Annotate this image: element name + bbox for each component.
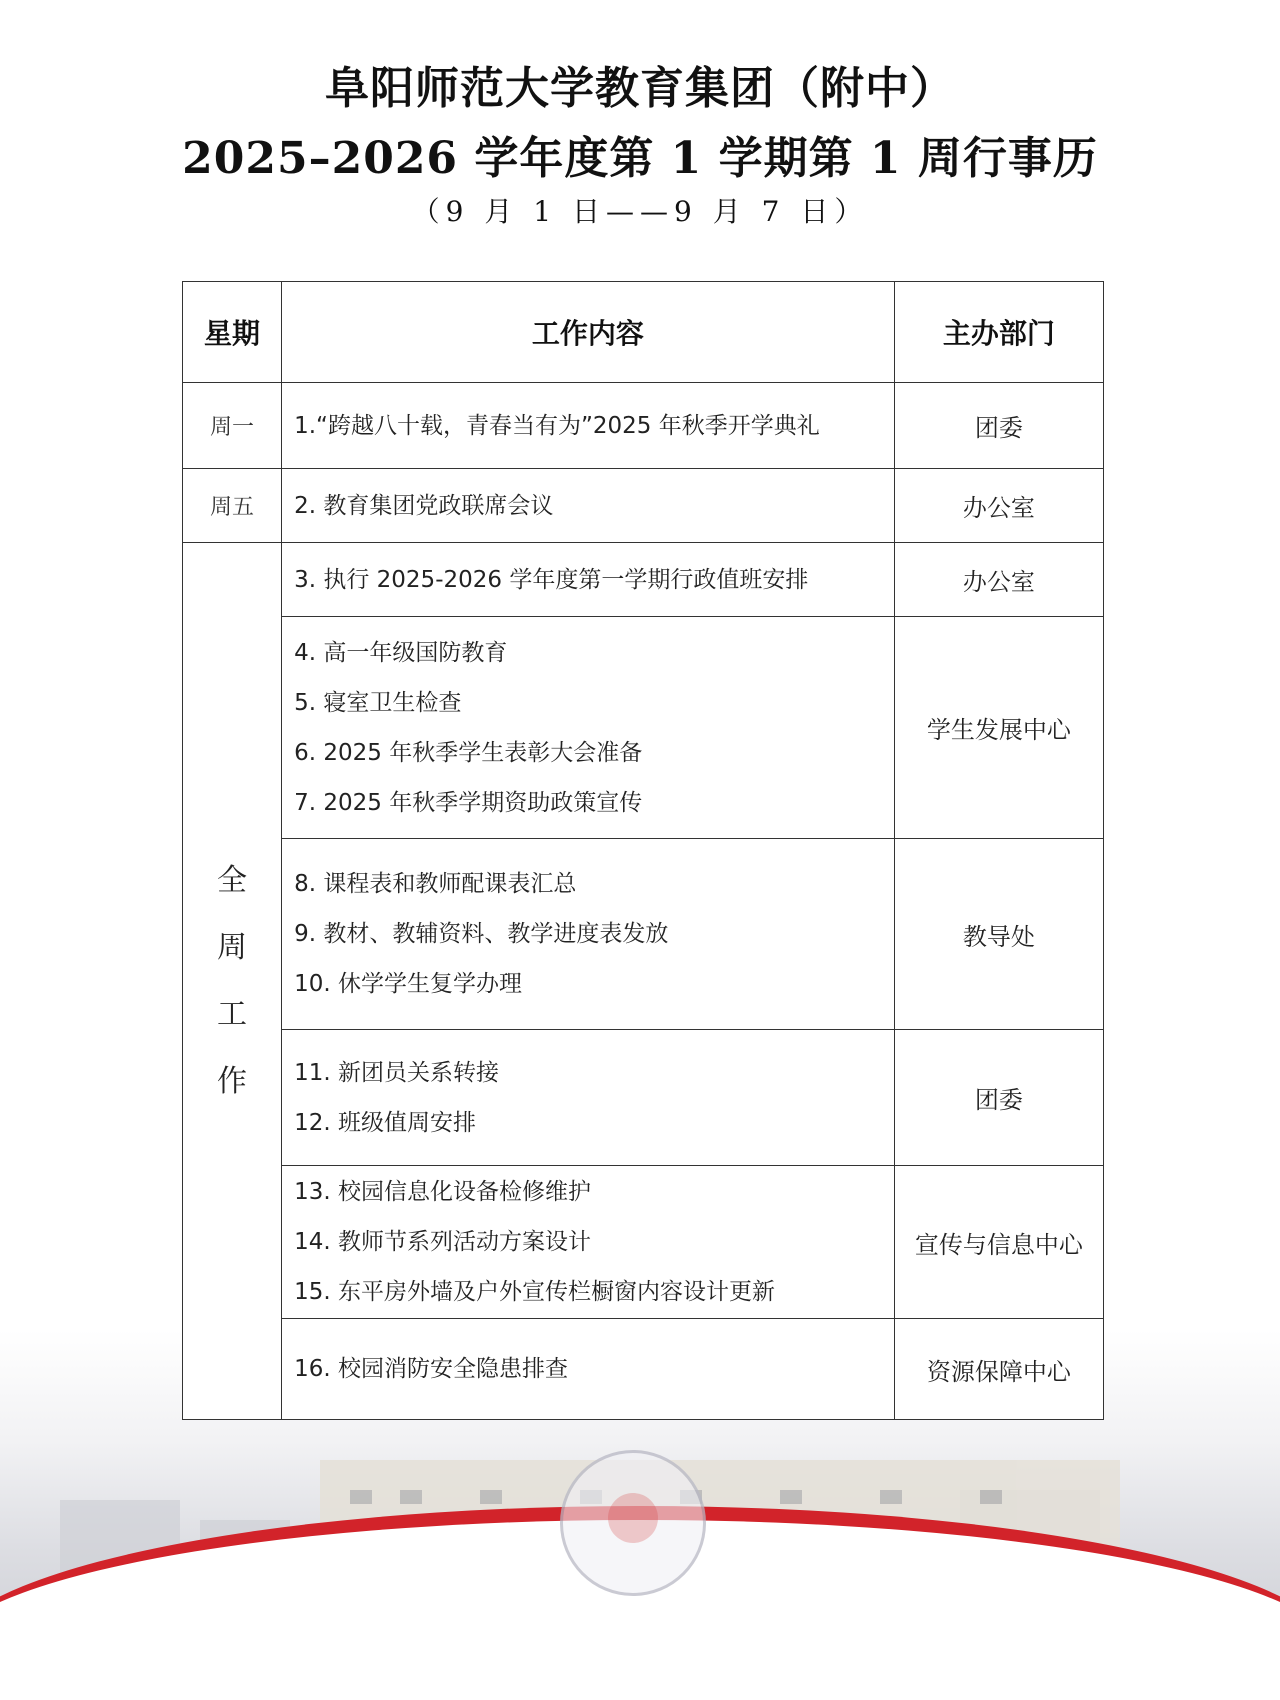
- work-item: 7. 2025 年秋季学期资助政策宣传: [294, 789, 643, 816]
- dept-cell: 宣传与信息中心: [894, 1166, 1103, 1319]
- table-row: [183, 1319, 1104, 1420]
- work-cell: [282, 1030, 895, 1166]
- table-row: [183, 469, 1104, 543]
- dept-cell: 教导处: [894, 839, 1103, 1030]
- table-row: [183, 383, 1104, 469]
- work-item: 5. 寝室卫生检查: [294, 689, 462, 716]
- work-item: 12. 班级值周安排: [294, 1109, 476, 1136]
- header-content: 工作内容: [282, 282, 895, 383]
- work-item: 9. 教材、教辅资料、教学进度表发放: [294, 921, 669, 947]
- title-schedule: 2025–2026 学年度第 1 学期第 1 周行事历: [182, 133, 1098, 184]
- dept-cell: 团委: [894, 1030, 1103, 1166]
- day-cell-whole-week: [183, 543, 282, 1420]
- whole-week-char: 全: [217, 863, 248, 898]
- work-item: 16. 校园消防安全隐患排查: [294, 1356, 568, 1382]
- table-row: [183, 617, 1104, 839]
- day-cell-friday: 周五: [183, 469, 282, 543]
- school-emblem-icon: [560, 1450, 706, 1596]
- work-cell: [282, 383, 895, 469]
- whole-week-char: 工: [217, 997, 248, 1032]
- header-department: 主办部门: [894, 282, 1103, 383]
- title-school: 阜阳师范大学教育集团（附中）: [325, 63, 955, 114]
- work-item: 14. 教师节系列活动方案设计: [294, 1229, 591, 1255]
- whole-week-char: 周: [217, 930, 248, 965]
- work-item: 2. 教育集团党政联席会议: [294, 492, 554, 519]
- work-cell: [282, 1166, 895, 1319]
- work-cell: [282, 839, 895, 1030]
- day-cell-monday: 周一: [183, 383, 282, 469]
- work-cell: [282, 469, 895, 543]
- work-cell: [282, 543, 895, 617]
- schedule-table: [182, 281, 1104, 1420]
- table-row: [183, 839, 1104, 1030]
- table-header-row: [183, 282, 1104, 383]
- work-item: 3. 执行 2025-2026 学年度第一学期行政值班安排: [294, 566, 809, 593]
- table-row: [183, 1030, 1104, 1166]
- dept-cell: 团委: [894, 383, 1103, 469]
- table-row: [183, 1166, 1104, 1319]
- dept-cell: 办公室: [894, 469, 1103, 543]
- work-item: 13. 校园信息化设备检修维护: [294, 1179, 591, 1205]
- work-item: 15. 东平房外墙及户外宣传栏橱窗内容设计更新: [294, 1279, 775, 1305]
- table-row: [183, 543, 1104, 617]
- header-day: 星期: [183, 282, 282, 383]
- whole-week-char: 作: [217, 1064, 248, 1099]
- work-item: 6. 2025 年秋季学生表彰大会准备: [294, 739, 643, 766]
- work-cell: [282, 617, 895, 839]
- work-item: 4. 高一年级国防教育: [294, 639, 508, 666]
- work-item: 8. 课程表和教师配课表汇总: [294, 871, 577, 897]
- dept-cell: 办公室: [894, 543, 1103, 617]
- work-item: 1.“跨越八十载，青春当有为”2025 年秋季开学典礼: [294, 412, 820, 439]
- title-date-range: （9 月 1 日——9 月 7 日）: [411, 195, 869, 228]
- work-item: 10. 休学学生复学办理: [294, 971, 522, 997]
- work-item: 11. 新团员关系转接: [294, 1059, 499, 1086]
- dept-cell: 学生发展中心: [894, 617, 1103, 839]
- work-cell: [282, 1319, 895, 1420]
- dept-cell: 资源保障中心: [894, 1319, 1103, 1420]
